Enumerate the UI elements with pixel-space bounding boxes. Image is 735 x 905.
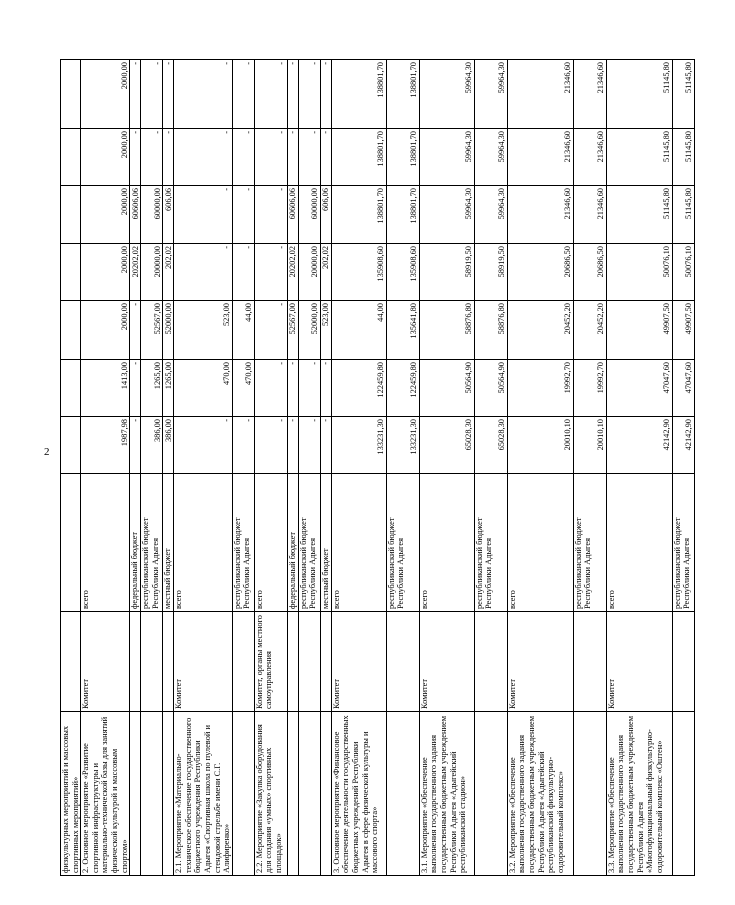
executor-cell bbox=[287, 612, 298, 712]
funding-source-cell: всего bbox=[606, 474, 672, 612]
amount-cell bbox=[61, 417, 81, 474]
amount-cell: 51145,80 bbox=[606, 60, 672, 129]
activity-cell: 3.3. Мероприятие «Обеспечение выполнения государственного задания государственным бюджетным учреждением Республики Адыгея «Многофункциональный физкультурно-оздоровительный комплекс «Оштен» bbox=[606, 712, 672, 876]
amount-cell: 21346,60 bbox=[507, 186, 573, 244]
amount-cell: 58876,80 bbox=[474, 301, 507, 360]
executor-cell bbox=[130, 612, 141, 712]
executor-cell: Комитет, органы местного самоуправления bbox=[254, 612, 287, 712]
activity-cell bbox=[474, 712, 507, 876]
amount-cell bbox=[61, 360, 81, 417]
amount-cell: - bbox=[254, 244, 287, 301]
amount-cell: - bbox=[130, 301, 141, 360]
table-row bbox=[141, 60, 163, 876]
activity-cell bbox=[287, 712, 298, 876]
funding-source-cell: республиканский бюджет Республики Адыгея bbox=[386, 474, 419, 612]
amount-cell: 470,00 bbox=[174, 360, 233, 417]
amount-cell: 202,02 bbox=[320, 244, 331, 301]
amount-cell: 47047,60 bbox=[672, 360, 694, 417]
amount-cell: - bbox=[298, 60, 320, 129]
amount-cell: 133231,30 bbox=[386, 417, 419, 474]
activity-cell bbox=[298, 712, 320, 876]
amount-cell bbox=[61, 244, 81, 301]
funding-source-cell bbox=[61, 474, 81, 612]
funding-source-cell: всего bbox=[419, 474, 474, 612]
amount-cell: 20686,50 bbox=[507, 244, 573, 301]
amount-cell: 52567,00 bbox=[287, 301, 298, 360]
executor-cell: Комитет bbox=[419, 612, 474, 712]
amount-cell: - bbox=[232, 244, 254, 301]
amount-cell: 138801,70 bbox=[331, 60, 386, 129]
amount-cell: 1413,00 bbox=[81, 360, 130, 417]
amount-cell: 50076,10 bbox=[606, 244, 672, 301]
executor-cell bbox=[61, 612, 81, 712]
table-row bbox=[386, 60, 419, 876]
amount-cell: - bbox=[163, 129, 174, 186]
amount-cell: 138801,70 bbox=[331, 129, 386, 186]
amount-cell: 51145,80 bbox=[606, 129, 672, 186]
amount-cell: - bbox=[163, 60, 174, 129]
executor-cell bbox=[232, 612, 254, 712]
amount-cell: 122459,80 bbox=[331, 360, 386, 417]
amount-cell: 21346,60 bbox=[573, 60, 606, 129]
table-row bbox=[81, 60, 130, 876]
amount-cell: 138801,70 bbox=[386, 186, 419, 244]
amount-cell: - bbox=[254, 360, 287, 417]
activity-cell bbox=[573, 712, 606, 876]
funding-source-cell: республиканский бюджет Республики Адыгея bbox=[672, 474, 694, 612]
amount-cell: 51145,80 bbox=[672, 186, 694, 244]
activity-cell: 3.1. Мероприятие «Обеспечение выполнения государственного задания государственным бюджетным учреждением Республики Адыгея «Адыгейский республиканский стадион» bbox=[419, 712, 474, 876]
table-row bbox=[606, 60, 672, 876]
amount-cell: 65028,30 bbox=[419, 417, 474, 474]
amount-cell: 606,06 bbox=[320, 186, 331, 244]
funding-source-cell: местный бюджет bbox=[320, 474, 331, 612]
amount-cell: - bbox=[320, 60, 331, 129]
amount-cell: 19992,70 bbox=[507, 360, 573, 417]
funding-source-cell: республиканский бюджет Республики Адыгея bbox=[573, 474, 606, 612]
amount-cell: 202,02 bbox=[163, 244, 174, 301]
activity-cell: физкультурных мероприятий и массовых спортивных мероприятий» bbox=[61, 712, 81, 876]
amount-cell: 59964,30 bbox=[419, 60, 474, 129]
amount-cell: - bbox=[141, 129, 163, 186]
amount-cell: - bbox=[320, 129, 331, 186]
amount-cell: 20000,00 bbox=[141, 244, 163, 301]
amount-cell: 59964,30 bbox=[474, 186, 507, 244]
amount-cell: - bbox=[232, 60, 254, 129]
amount-cell: 135908,60 bbox=[386, 244, 419, 301]
amount-cell: 44,00 bbox=[331, 301, 386, 360]
funding-source-cell: федеральный бюджет bbox=[130, 474, 141, 612]
activity-cell: 3.2. Мероприятие «Обеспечение выполнения государственного задания государственным бюджетным учреждением Республики Адыгея «Адыгейский республиканский физкультурно-оздоровительный комплекс» bbox=[507, 712, 573, 876]
amount-cell: 65028,30 bbox=[474, 417, 507, 474]
funding-source-cell: всего bbox=[331, 474, 386, 612]
activity-cell bbox=[163, 712, 174, 876]
executor-cell bbox=[298, 612, 320, 712]
amount-cell: 135641,80 bbox=[386, 301, 419, 360]
funding-source-cell: республиканский бюджет Республики Адыгея bbox=[474, 474, 507, 612]
executor-cell: Комитет bbox=[331, 612, 386, 712]
activity-cell bbox=[130, 712, 141, 876]
table-row bbox=[419, 60, 474, 876]
activity-cell: 2.2. Мероприятие «Закупка оборудования для создания «умных» спортивных площадок» bbox=[254, 712, 287, 876]
amount-cell: 21346,60 bbox=[573, 186, 606, 244]
amount-cell: - bbox=[174, 186, 233, 244]
funding-source-cell: всего bbox=[174, 474, 233, 612]
executor-cell: Комитет bbox=[606, 612, 672, 712]
amount-cell: 59964,30 bbox=[474, 60, 507, 129]
amount-cell: 51145,80 bbox=[672, 129, 694, 186]
amount-cell bbox=[61, 301, 81, 360]
amount-cell: 49907,50 bbox=[606, 301, 672, 360]
funding-source-cell: всего bbox=[254, 474, 287, 612]
amount-cell: 1265,00 bbox=[141, 360, 163, 417]
activity-cell bbox=[320, 712, 331, 876]
amount-cell: 60000,00 bbox=[298, 186, 320, 244]
executor-cell bbox=[163, 612, 174, 712]
executor-cell bbox=[672, 612, 694, 712]
amount-cell: 138801,70 bbox=[386, 60, 419, 129]
executor-cell bbox=[141, 612, 163, 712]
amount-cell: 59964,30 bbox=[419, 129, 474, 186]
amount-cell bbox=[61, 186, 81, 244]
funding-source-cell: республиканский бюджет Республики Адыгея bbox=[298, 474, 320, 612]
amount-cell: - bbox=[130, 417, 141, 474]
amount-cell: 60606,06 bbox=[287, 186, 298, 244]
amount-cell: 135908,60 bbox=[331, 244, 386, 301]
amount-cell: - bbox=[287, 129, 298, 186]
table-body bbox=[61, 60, 695, 876]
table-row bbox=[130, 60, 141, 876]
amount-cell: - bbox=[130, 129, 141, 186]
amount-cell: 470,00 bbox=[232, 360, 254, 417]
amount-cell: - bbox=[298, 360, 320, 417]
amount-cell: - bbox=[287, 360, 298, 417]
activity-cell: 2.1. Мероприятие «Материально-техническое обеспечение государственного бюджетного учреждения Республики Адыгея «Спортивная школа по пулевой и стендовой стрельбе имени С.Г. Алифиренко» bbox=[174, 712, 233, 876]
activity-cell: 2. Основное мероприятие «Развитие спортивной инфраструктуры и материально-технической базы для занятий физической культурой и массовым спортом» bbox=[81, 712, 130, 876]
table-row bbox=[61, 60, 81, 876]
amount-cell: 47047,60 bbox=[606, 360, 672, 417]
amount-cell: 386,00 bbox=[141, 417, 163, 474]
activity-cell bbox=[141, 712, 163, 876]
table-row bbox=[507, 60, 573, 876]
amount-cell: 138801,70 bbox=[331, 186, 386, 244]
activity-cell bbox=[672, 712, 694, 876]
amount-cell: - bbox=[232, 417, 254, 474]
amount-cell: 20202,02 bbox=[287, 244, 298, 301]
amount-cell: - bbox=[232, 186, 254, 244]
page-number: 2 bbox=[44, 446, 50, 458]
amount-cell: 2000,00 bbox=[81, 186, 130, 244]
amount-cell: 1987,98 bbox=[81, 417, 130, 474]
amount-cell: 21346,60 bbox=[507, 129, 573, 186]
amount-cell: 606,06 bbox=[163, 186, 174, 244]
amount-cell: 60606,06 bbox=[130, 186, 141, 244]
amount-cell: - bbox=[320, 360, 331, 417]
funding-source-cell: всего bbox=[81, 474, 130, 612]
amount-cell: 50564,90 bbox=[474, 360, 507, 417]
amount-cell: 1265,00 bbox=[163, 360, 174, 417]
amount-cell: - bbox=[232, 129, 254, 186]
amount-cell: 21346,60 bbox=[507, 60, 573, 129]
executor-cell: Комитет bbox=[174, 612, 233, 712]
amount-cell: 21346,60 bbox=[573, 129, 606, 186]
funding-source-cell: республиканский бюджет Республики Адыгея bbox=[232, 474, 254, 612]
amount-cell: 58876,80 bbox=[419, 301, 474, 360]
amount-cell: - bbox=[130, 360, 141, 417]
amount-cell: 386,00 bbox=[163, 417, 174, 474]
amount-cell: - bbox=[254, 301, 287, 360]
amount-cell: - bbox=[254, 417, 287, 474]
amount-cell: 51145,80 bbox=[672, 60, 694, 129]
amount-cell: - bbox=[298, 129, 320, 186]
amount-cell: 44,00 bbox=[232, 301, 254, 360]
amount-cell bbox=[61, 129, 81, 186]
funding-source-cell: федеральный бюджет bbox=[287, 474, 298, 612]
amount-cell: 52000,00 bbox=[298, 301, 320, 360]
funding-source-cell: всего bbox=[507, 474, 573, 612]
table-row bbox=[298, 60, 320, 876]
amount-cell: 138801,70 bbox=[386, 129, 419, 186]
amount-cell: 20202,02 bbox=[130, 244, 141, 301]
amount-cell: 20452,20 bbox=[507, 301, 573, 360]
funding-source-cell: республиканский бюджет Республики Адыгея bbox=[141, 474, 163, 612]
amount-cell: - bbox=[130, 60, 141, 129]
amount-cell: 42142,90 bbox=[672, 417, 694, 474]
table-row bbox=[672, 60, 694, 876]
amount-cell: 2000,00 bbox=[81, 129, 130, 186]
amount-cell: - bbox=[254, 129, 287, 186]
amount-cell: - bbox=[174, 60, 233, 129]
amount-cell: 20686,50 bbox=[573, 244, 606, 301]
amount-cell: 20010,10 bbox=[507, 417, 573, 474]
amount-cell: 133231,30 bbox=[331, 417, 386, 474]
amount-cell: 2000,00 bbox=[81, 60, 130, 129]
activity-cell: 3. Основное мероприятие «Финансовое обеспечение деятельности государственных бюджетных учреждений Республики Адыгея в сфере физической культуры и массового спорта» bbox=[331, 712, 386, 876]
amount-cell: - bbox=[287, 60, 298, 129]
table-row bbox=[320, 60, 331, 876]
amount-cell: 523,00 bbox=[174, 301, 233, 360]
amount-cell: 523,00 bbox=[320, 301, 331, 360]
activity-cell bbox=[386, 712, 419, 876]
amount-cell: - bbox=[254, 186, 287, 244]
amount-cell: 52567,00 bbox=[141, 301, 163, 360]
table-row bbox=[331, 60, 386, 876]
amount-cell: 20010,10 bbox=[573, 417, 606, 474]
amount-cell: 50564,90 bbox=[419, 360, 474, 417]
activity-cell bbox=[232, 712, 254, 876]
table-row bbox=[287, 60, 298, 876]
executor-cell bbox=[474, 612, 507, 712]
budget-table-rotated bbox=[60, 60, 735, 876]
amount-cell: 51145,80 bbox=[606, 186, 672, 244]
table-row bbox=[174, 60, 233, 876]
executor-cell bbox=[320, 612, 331, 712]
table-row bbox=[163, 60, 174, 876]
table-row bbox=[573, 60, 606, 876]
executor-cell bbox=[386, 612, 419, 712]
amount-cell: 122459,80 bbox=[386, 360, 419, 417]
funding-source-cell: местный бюджет bbox=[163, 474, 174, 612]
amount-cell: - bbox=[320, 417, 331, 474]
amount-cell: - bbox=[174, 417, 233, 474]
amount-cell: 49907,50 bbox=[672, 301, 694, 360]
amount-cell: - bbox=[287, 417, 298, 474]
amount-cell: 59964,30 bbox=[474, 129, 507, 186]
budget-table bbox=[60, 59, 695, 876]
executor-cell bbox=[573, 612, 606, 712]
amount-cell: 50076,10 bbox=[672, 244, 694, 301]
amount-cell: 19992,70 bbox=[573, 360, 606, 417]
amount-cell: - bbox=[141, 60, 163, 129]
amount-cell: 60000,00 bbox=[141, 186, 163, 244]
amount-cell: 58919,50 bbox=[419, 244, 474, 301]
amount-cell: 2000,00 bbox=[81, 301, 130, 360]
amount-cell: - bbox=[174, 129, 233, 186]
amount-cell: 20452,20 bbox=[573, 301, 606, 360]
amount-cell: 58919,50 bbox=[474, 244, 507, 301]
amount-cell bbox=[61, 60, 81, 129]
amount-cell: 42142,90 bbox=[606, 417, 672, 474]
amount-cell: 52000,00 bbox=[163, 301, 174, 360]
amount-cell: - bbox=[298, 417, 320, 474]
executor-cell: Комитет bbox=[507, 612, 573, 712]
table-row bbox=[232, 60, 254, 876]
amount-cell: - bbox=[174, 244, 233, 301]
amount-cell: 20000,00 bbox=[298, 244, 320, 301]
amount-cell: 2000,00 bbox=[81, 244, 130, 301]
table-row bbox=[474, 60, 507, 876]
amount-cell: - bbox=[254, 60, 287, 129]
table-row bbox=[254, 60, 287, 876]
executor-cell: Комитет bbox=[81, 612, 130, 712]
amount-cell: 59964,30 bbox=[419, 186, 474, 244]
